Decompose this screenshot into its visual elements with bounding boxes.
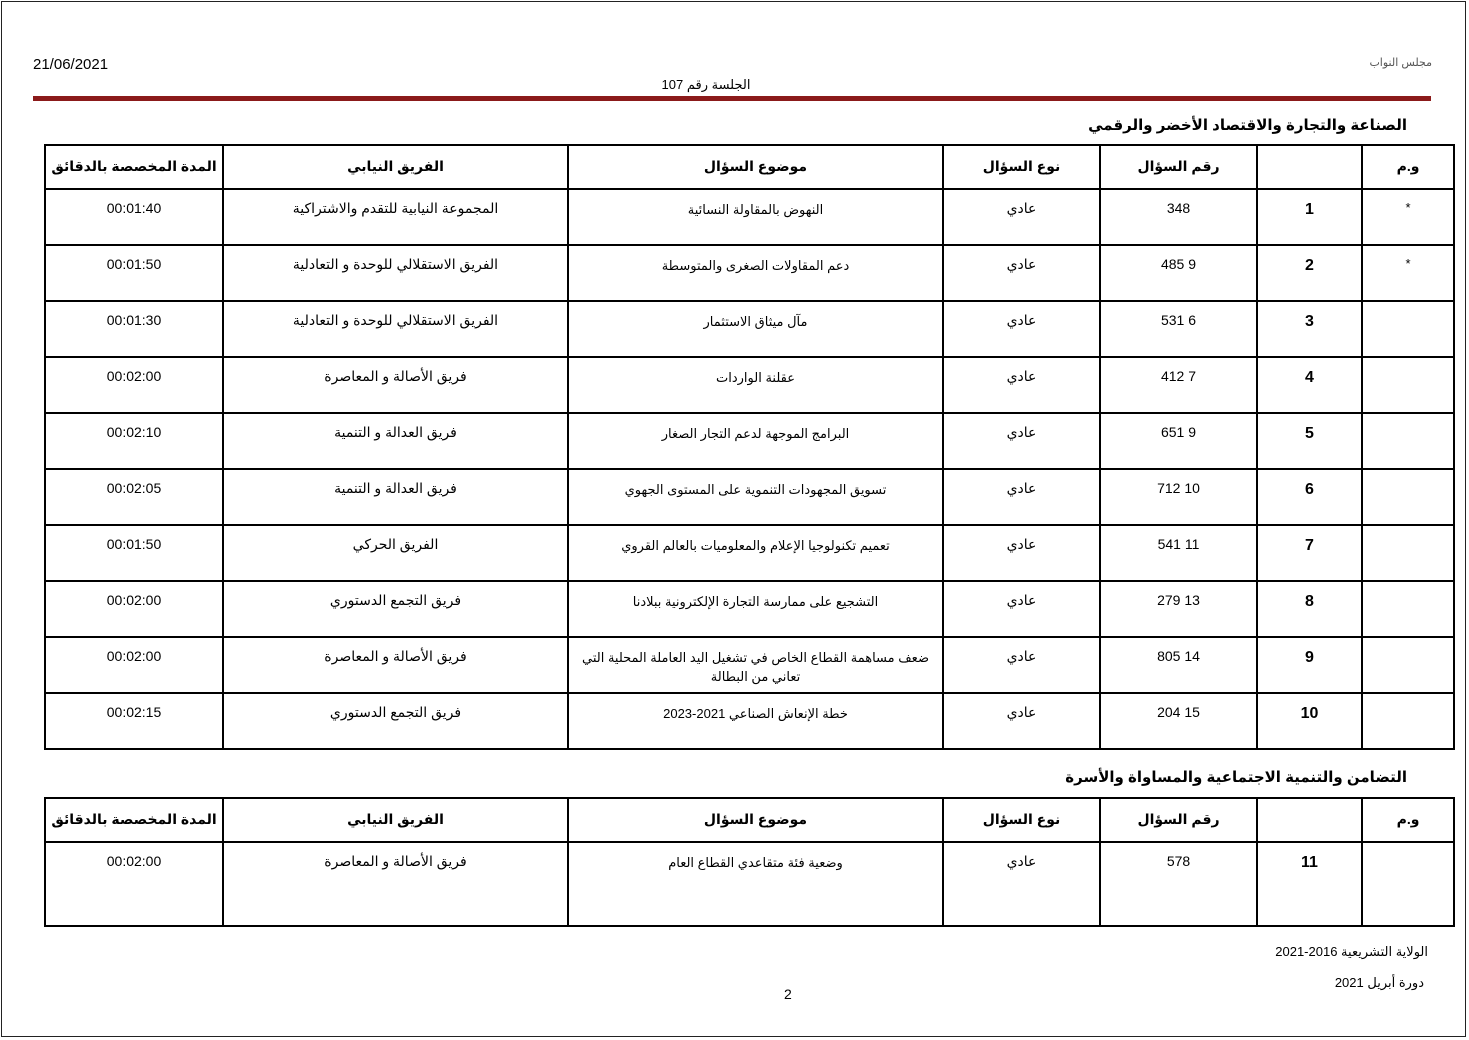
section-title: الصناعة والتجارة والاقتصاد الأخضر والرقمي xyxy=(1088,117,1407,134)
row-marker xyxy=(1362,842,1454,926)
question-topic: تعميم تكنولوجيا الإعلام والمعلوميات بالعالم القروي xyxy=(568,525,943,581)
table-row xyxy=(45,637,1454,693)
question-number: 13 279 xyxy=(1100,581,1257,637)
table-row xyxy=(45,842,1454,926)
question-type: عادي xyxy=(943,245,1100,301)
row-marker xyxy=(1362,637,1454,693)
row-number: 4 xyxy=(1257,357,1362,413)
footer-session-period: دورة أبريل 2021 xyxy=(1334,975,1424,990)
row-number: 5 xyxy=(1257,413,1362,469)
table-row xyxy=(45,189,1454,245)
row-number: 8 xyxy=(1257,581,1362,637)
table-row xyxy=(45,469,1454,525)
row-marker xyxy=(1362,693,1454,749)
question-type: عادي xyxy=(943,525,1100,581)
question-topic: تسويق المجهودات التنموية على المستوى الجهوي xyxy=(568,469,943,525)
col-header-question-type: نوع السؤال xyxy=(943,798,1100,842)
allotted-duration: 00:02:00 xyxy=(45,637,223,693)
table-row xyxy=(45,357,1454,413)
parliamentary-group: فريق العدالة و التنمية xyxy=(223,469,568,525)
allotted-duration: 00:02:00 xyxy=(45,357,223,413)
col-header-num xyxy=(1257,145,1362,189)
table-row xyxy=(45,525,1454,581)
allotted-duration: 00:01:40 xyxy=(45,189,223,245)
row-marker xyxy=(1362,469,1454,525)
question-type: عادي xyxy=(943,357,1100,413)
question-type: عادي xyxy=(943,581,1100,637)
row-marker xyxy=(1362,301,1454,357)
header-date: 21/06/2021 xyxy=(33,56,109,73)
question-number: 11 541 xyxy=(1100,525,1257,581)
question-type: عادي xyxy=(943,413,1100,469)
table-header-row xyxy=(45,145,1454,189)
row-marker xyxy=(1362,357,1454,413)
table-row xyxy=(45,301,1454,357)
parliamentary-group: فريق التجمع الدستوري xyxy=(223,581,568,637)
col-header-topic: موضوع السؤال xyxy=(568,798,943,842)
header-session: الجلسة رقم 107 xyxy=(661,77,751,92)
section-title: التضامن والتنمية الاجتماعية والمساواة والأسرة xyxy=(1065,769,1407,786)
row-number: 2 xyxy=(1257,245,1362,301)
row-number: 7 xyxy=(1257,525,1362,581)
row-marker xyxy=(1362,525,1454,581)
question-topic: دعم المقاولات الصغرى والمتوسطة xyxy=(568,245,943,301)
table-row xyxy=(45,413,1454,469)
question-type: عادي xyxy=(943,693,1100,749)
parliamentary-group: فريق الأصالة و المعاصرة xyxy=(223,357,568,413)
col-header-topic: موضوع السؤال xyxy=(568,145,943,189)
col-header-num xyxy=(1257,798,1362,842)
col-header-wm: و.م xyxy=(1362,145,1454,189)
parliamentary-group: فريق التجمع الدستوري xyxy=(223,693,568,749)
question-number: 15 204 xyxy=(1100,693,1257,749)
col-header-group: الفريق النيابي xyxy=(223,145,568,189)
row-number: 11 xyxy=(1257,842,1362,926)
parliamentary-group: الفريق الاستقلالي للوحدة و التعادلية xyxy=(223,301,568,357)
question-number: 6 531 xyxy=(1100,301,1257,357)
question-type: عادي xyxy=(943,469,1100,525)
parliamentary-group: المجموعة النيابية للتقدم والاشتراكية xyxy=(223,189,568,245)
row-number: 10 xyxy=(1257,693,1362,749)
col-header-question-type: نوع السؤال xyxy=(943,145,1100,189)
parliamentary-group: فريق الأصالة و المعاصرة xyxy=(223,637,568,693)
col-header-question-number: رقم السؤال xyxy=(1100,798,1257,842)
header-institution: مجلس النواب xyxy=(1369,57,1432,69)
row-marker: * xyxy=(1362,245,1454,301)
question-type: عادي xyxy=(943,301,1100,357)
question-number: 578 xyxy=(1100,842,1257,926)
question-topic: البرامج الموجهة لدعم التجار الصغار xyxy=(568,413,943,469)
question-number: 9 651 xyxy=(1100,413,1257,469)
col-header-group: الفريق النيابي xyxy=(223,798,568,842)
question-topic: النهوض بالمقاولة النسائية xyxy=(568,189,943,245)
question-number: 10 712 xyxy=(1100,469,1257,525)
col-header-duration: المدة المخصصة بالدقائق xyxy=(45,145,223,189)
questions-table xyxy=(44,144,1455,750)
question-type: عادي xyxy=(943,842,1100,926)
question-topic: ضعف مساهمة القطاع الخاص في تشغيل اليد العاملة المحلية التي تعاني من البطالة xyxy=(568,637,943,693)
col-header-question-number: رقم السؤال xyxy=(1100,145,1257,189)
row-number: 3 xyxy=(1257,301,1362,357)
question-type: عادي xyxy=(943,189,1100,245)
parliamentary-group: الفريق الحركي xyxy=(223,525,568,581)
parliamentary-group: فريق الأصالة و المعاصرة xyxy=(223,842,568,926)
parliamentary-group: فريق العدالة و التنمية xyxy=(223,413,568,469)
allotted-duration: 00:02:10 xyxy=(45,413,223,469)
page-number: 2 xyxy=(784,986,792,1002)
parliamentary-group: الفريق الاستقلالي للوحدة و التعادلية xyxy=(223,245,568,301)
col-header-wm: و.م xyxy=(1362,798,1454,842)
row-marker xyxy=(1362,413,1454,469)
question-number: 14 805 xyxy=(1100,637,1257,693)
row-number: 1 xyxy=(1257,189,1362,245)
question-topic: التشجيع على ممارسة التجارة الإلكترونية ببلادنا xyxy=(568,581,943,637)
allotted-duration: 00:01:50 xyxy=(45,525,223,581)
allotted-duration: 00:02:00 xyxy=(45,842,223,926)
questions-table xyxy=(44,797,1455,927)
question-number: 7 412 xyxy=(1100,357,1257,413)
table-header-row xyxy=(45,798,1454,842)
row-marker xyxy=(1362,581,1454,637)
row-number: 6 xyxy=(1257,469,1362,525)
question-type: عادي xyxy=(943,637,1100,693)
question-topic: مآل ميثاق الاستثمار xyxy=(568,301,943,357)
table-row xyxy=(45,581,1454,637)
col-header-duration: المدة المخصصة بالدقائق xyxy=(45,798,223,842)
question-topic: عقلنة الواردات xyxy=(568,357,943,413)
row-number: 9 xyxy=(1257,637,1362,693)
header-divider xyxy=(33,96,1431,101)
row-marker: * xyxy=(1362,189,1454,245)
allotted-duration: 00:01:50 xyxy=(45,245,223,301)
question-topic: وضعية فئة متقاعدي القطاع العام xyxy=(568,842,943,926)
question-number: 348 xyxy=(1100,189,1257,245)
table-row xyxy=(45,245,1454,301)
allotted-duration: 00:02:05 xyxy=(45,469,223,525)
question-topic: خطة الإنعاش الصناعي 2021-2023 xyxy=(568,693,943,749)
allotted-duration: 00:02:00 xyxy=(45,581,223,637)
question-number: 9 485 xyxy=(1100,245,1257,301)
allotted-duration: 00:01:30 xyxy=(45,301,223,357)
table-row xyxy=(45,693,1454,749)
allotted-duration: 00:02:15 xyxy=(45,693,223,749)
footer-legislature: الولاية التشريعية 2016-2021 xyxy=(1275,944,1428,959)
